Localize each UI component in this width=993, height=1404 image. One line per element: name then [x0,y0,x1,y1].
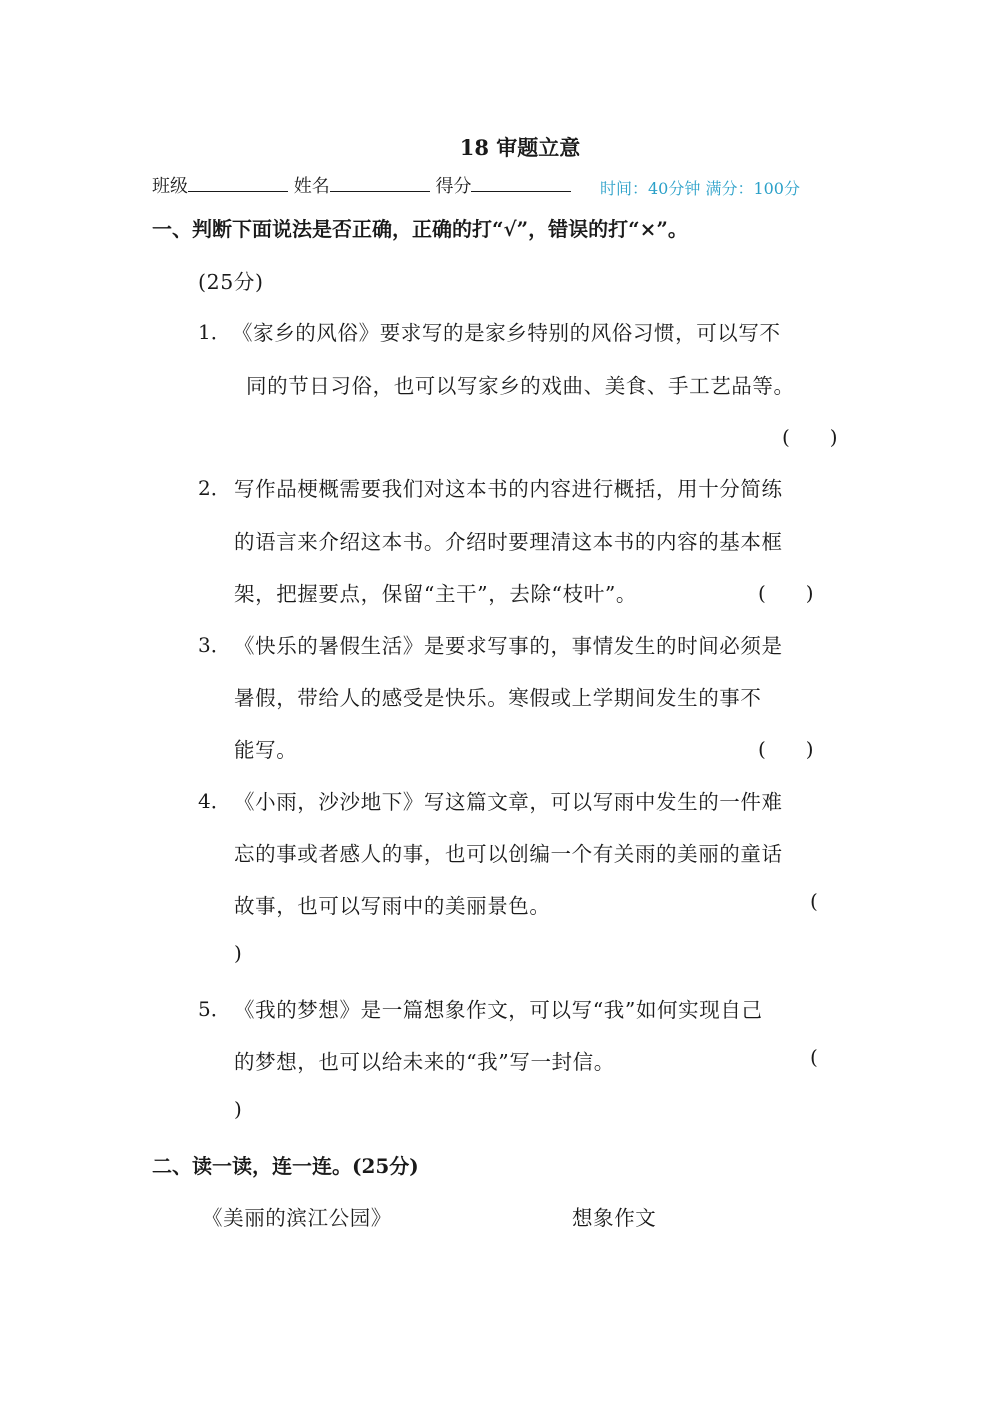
item-text-line: 《家乡的风俗》要求写的是家乡特别的风俗习惯，可以写不 [232,321,781,345]
item-number: 5． [198,997,231,1021]
score-blank[interactable] [471,173,571,192]
time-score-info: 时间：40分钟 满分：100分 [600,179,800,198]
item-text-line: 写作品梗概需要我们对这本书的内容进行概括，用十分简练 [234,477,783,501]
answer-parentheses[interactable]: ( ) [758,737,814,761]
answer-parentheses[interactable]: ( ) [758,581,814,605]
score-label: 得分 [435,176,472,197]
item-text-line: 的梦想，也可以给未来的“我”写一封信。 [234,1050,615,1074]
item-text-line: 的语言来介绍这本书。介绍时要理清这本书的内容的基本框 [234,530,783,554]
name-blank[interactable] [330,173,430,192]
item-text-line: 暑假，带给人的感受是快乐。寒假或上学期间发生的事不 [234,686,762,710]
class-blank[interactable] [188,173,288,192]
item-text-line: 《小雨，沙沙地下》写这篇文章，可以写雨中发生的一件难 [234,790,783,814]
item-text-line: 故事，也可以写雨中的美丽景色。 [234,894,551,918]
name-label: 姓名 [293,176,330,197]
item-text-line: 《我的梦想》是一篇想象作文，可以写“我”如何实现自己 [234,998,763,1022]
answer-paren-open[interactable]: ( [810,889,818,913]
answer-paren-close[interactable]: ) [234,1097,242,1121]
match-right-item[interactable]: 想象作文 [572,1206,657,1230]
item-number: 3． [198,633,231,657]
item-number: 4． [198,789,231,813]
item-number: 1． [198,320,231,344]
answer-paren-close[interactable]: ) [234,941,242,965]
item-text-line: 忘的事或者感人的事，也可以创编一个有关雨的美丽的童话 [234,842,783,866]
answer-paren-open[interactable]: ( [810,1045,818,1069]
page-title: 18 审题立意 [459,135,581,160]
item-text-line: 同的节日习俗，也可以写家乡的戏曲、美食、手工艺品等。 [246,374,795,398]
section2-heading: 二、读一读，连一连。(25分) [152,1154,419,1178]
section1-heading: 一、判断下面说法是否正确，正确的打“√”，错误的打“×”。 [152,217,688,241]
item-text-line: 架，把握要点，保留“主干”，去除“枝叶”。 [234,582,638,606]
answer-parentheses[interactable]: ( ) [782,425,838,449]
item-number: 2． [198,476,231,500]
match-left-item[interactable]: 《美丽的滨江公园》 [202,1206,392,1230]
section1-points: (25分) [198,270,264,294]
item-text-line: 能写。 [234,738,298,762]
class-label: 班级 [152,176,188,197]
info-row [152,172,571,198]
item-text-line: 《快乐的暑假生活》是要求写事的，事情发生的时间必须是 [234,634,783,658]
